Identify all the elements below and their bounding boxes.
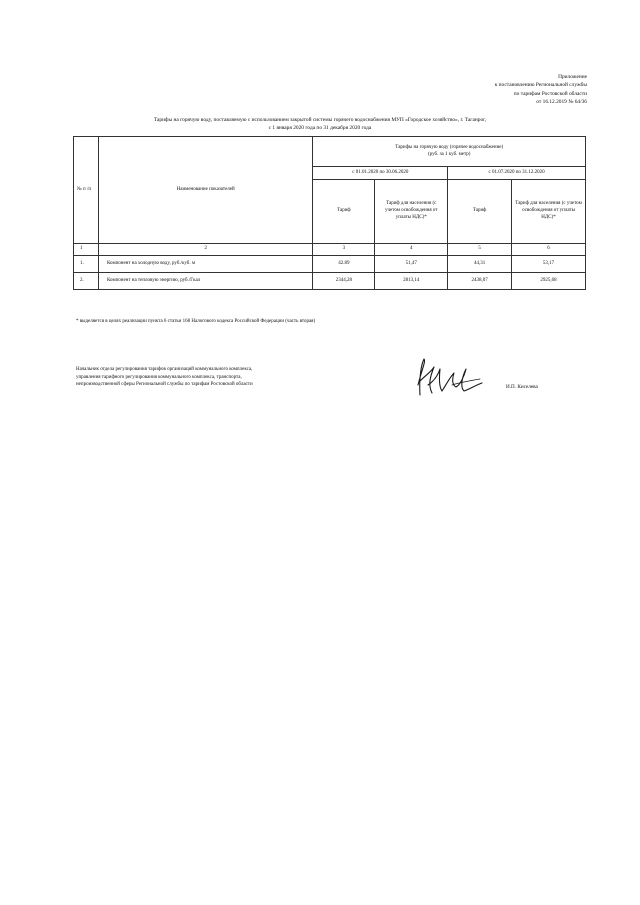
row-number: 1.: [74, 256, 99, 273]
index-cell: 2: [98, 244, 312, 256]
tariffs-table: [73, 136, 586, 290]
col-header-number: [74, 137, 99, 244]
position-line: управления тарифного регулирования коммунального комплекса, транспорта,: [76, 374, 242, 380]
row-value: 42.89: [313, 256, 375, 273]
index-row: [74, 244, 586, 256]
sub-header-tariff: Тариф: [313, 180, 375, 244]
appendix-line: по тарифам Ростовской области: [513, 90, 587, 97]
row-value: 2344,28: [313, 273, 375, 290]
appendix-header: [327, 73, 587, 107]
col-number-label: № п /п: [77, 186, 92, 192]
col-header-name: Наименование показателей: [98, 137, 312, 244]
row-value: 51,47: [375, 256, 448, 273]
title-line: Тарифы на горячую воду, поставляемую с использованием закрытой системы горячего водоснабжения МУП «Городское хозяйство», г. Таганрог,: [153, 117, 487, 123]
title-line: с 1 января 2020 года по 31 декабря 2020 года: [268, 125, 372, 132]
group-header-line: Тарифы на горячую воду (горячее водоснабжение): [395, 144, 504, 150]
row-value: 2925,68: [512, 273, 586, 290]
row-value: 2813,14: [375, 273, 448, 290]
footnote: * выделяется в целях реализации пункта 6 статьи 168 Налогового кодекса Российской Федерации (часть вторая): [76, 319, 316, 324]
index-cell: 1: [74, 244, 99, 256]
handwritten-signature: [412, 355, 488, 401]
document-title: [60, 116, 580, 133]
position-line: Начальник отдела регулирования тарифов организаций коммунального комплекса,: [76, 367, 253, 372]
index-cell: 5: [448, 244, 512, 256]
appendix-line: к постановлению Региональной службы: [494, 82, 587, 89]
row-value: 44,31: [448, 256, 512, 273]
position-line: непроизводственной сферы Региональной службы по тарифам Ростовской области: [76, 382, 253, 387]
row-number: 2.: [74, 273, 99, 290]
group-header: [313, 137, 586, 167]
sub-header-population-tariff: Тариф для населения (с учетом освобождения от уплаты НДС)*: [375, 180, 448, 244]
index-cell: 6: [512, 244, 586, 256]
row-value: 53,17: [512, 256, 586, 273]
period-header: с 01.07.2020 по 31.12.2020: [448, 167, 586, 180]
row-value: 2438,07: [448, 273, 512, 290]
table-row: [74, 256, 586, 273]
group-header-line: (руб. за 1 куб. метр): [428, 151, 471, 157]
sub-header-population-tariff: Тариф для населения (с учетом освобождения от уплаты НДС)*: [512, 180, 586, 244]
sub-header-tariff: Тариф: [448, 180, 512, 244]
index-cell: 3: [313, 244, 375, 256]
signer-name: И.П. Киселева: [506, 384, 538, 390]
period-header: с 01.01.2020 по 30.06.2020: [313, 167, 448, 180]
appendix-line: от 16.12.2019 № 64/36: [536, 99, 587, 106]
signatory-position: [76, 366, 336, 389]
table-row: [74, 273, 586, 290]
row-name: Компонент на тепловую энергию, руб./Гкал: [98, 273, 312, 290]
row-name: Компонент на холодную воду, руб./куб. м: [98, 256, 312, 273]
index-cell: 4: [375, 244, 448, 256]
appendix-line: Приложение: [558, 74, 587, 80]
